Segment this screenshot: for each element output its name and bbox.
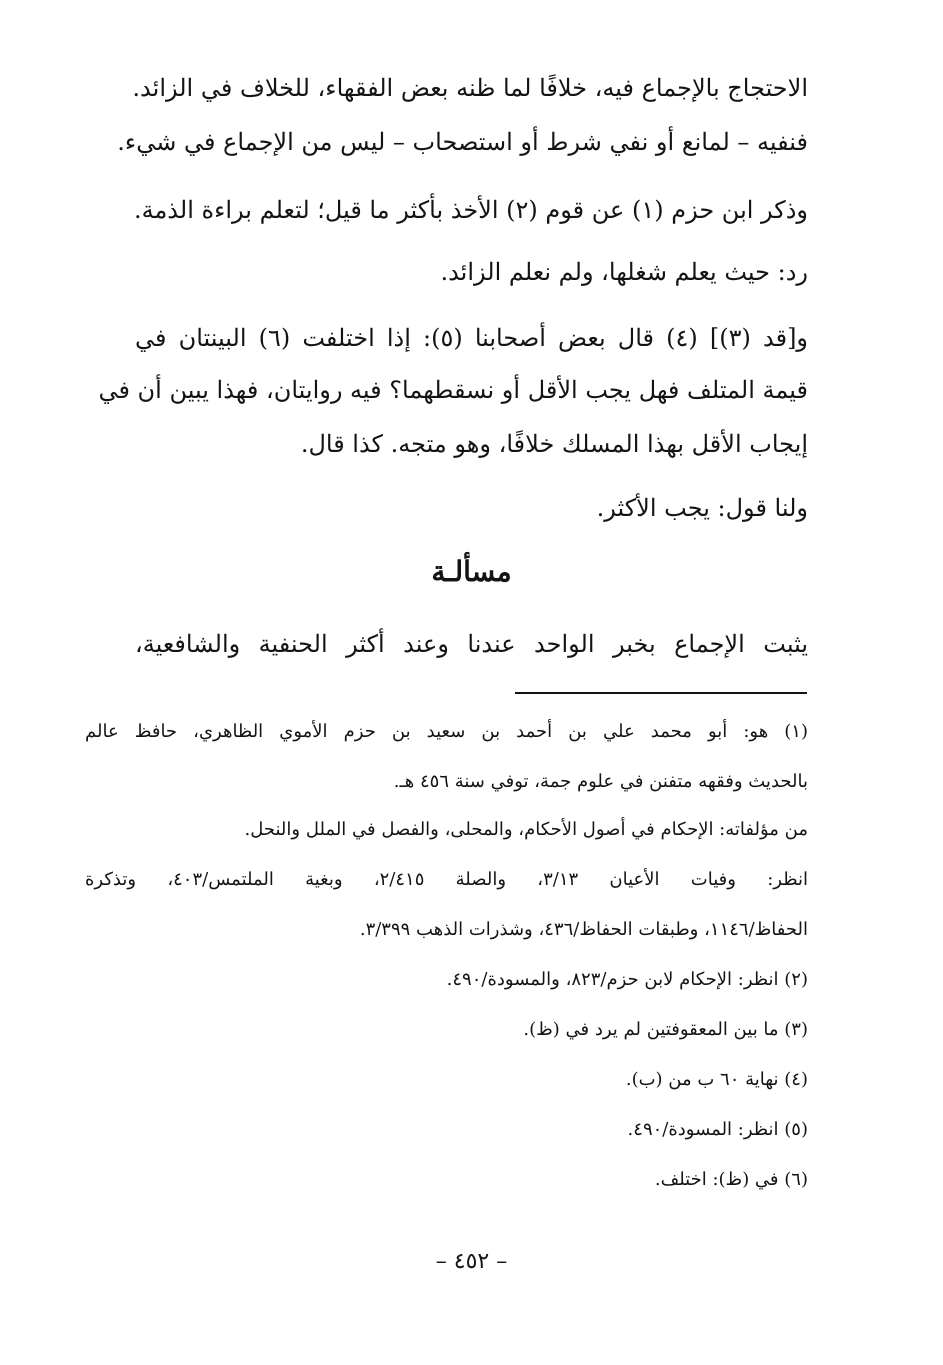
body-line-7: إيجاب الأقل بهذا المسلك خلافًا، وهو متجه. كذا قال.	[300, 430, 808, 458]
body-line-4: رد: حيث يعلم شغلها، ولم نعلم الزائد.	[440, 258, 808, 286]
footnote-separator	[515, 692, 807, 694]
body-line-2: فنفيه – لمانع أو نفي شرط أو استصحاب – ليس من الإجماع في شيء.	[117, 128, 808, 156]
body-line-3: وذكر ابن حزم (١) عن قوم (٢) الأخذ بأكثر ما قيل؛ لتعلم براءة الذمة.	[133, 196, 808, 224]
body-line-5: و[قد (٣)] (٤) قال بعض أصحابنا (٥): إذا اختلفت (٦) البينتان في	[135, 324, 809, 352]
page-number: – ٤٥٢ –	[435, 1249, 508, 1274]
body-line-9: يثبت الإجماع بخبر الواحد عندنا وعند أكثر الحنفية والشافعية،	[135, 630, 808, 658]
footnote-line-2: بالحديث وفقهه متفنن في علوم جمة، توفي سنة ٤٥٦ هـ.	[393, 771, 808, 792]
footnote-line-5: الحفاظ/١١٤٦، وطبقات الحفاظ/٤٣٦، وشذرات الذهب ٣/٣٩٩.	[359, 919, 808, 940]
footnote-line-9: (٥) انظر: المسودة/٤٩٠.	[627, 1119, 808, 1140]
footnote-line-4: انظر: وفيات الأعيان ٣/١٣، والصلة ٢/٤١٥، وبغية الملتمس/٤٠٣، وتذكرة	[85, 869, 808, 890]
section-heading: مسألـة	[431, 555, 512, 588]
body-line-1: الاحتجاج بالإجماع فيه، خلافًا لما ظنه بعض الفقهاء، للخلاف في الزائد.	[132, 74, 808, 102]
body-line-6: قيمة المتلف فهل يجب الأقل أو نسقطهما؟ فيه روايتان، فهذا يبين أن في	[98, 376, 808, 404]
footnote-line-6: (٢) انظر: الإحكام لابن حزم/٨٢٣، والمسودة/٤٩٠.	[446, 969, 808, 990]
footnote-line-3: من مؤلفاته: الإحكام في أصول الأحكام، والمحلى، والفصل في الملل والنحل.	[244, 819, 808, 840]
body-line-8: ولنا قول: يجب الأكثر.	[596, 494, 808, 522]
footnote-line-10: (٦) في (ظ): اختلف.	[654, 1169, 808, 1190]
footnote-line-8: (٤) نهاية ٦٠ ب من (ب).	[625, 1069, 808, 1090]
footnote-line-1: (١) هو: أبو محمد علي بن أحمد بن سعيد بن حزم الأموي الظاهري، حافظ عالم	[85, 721, 808, 742]
footnote-line-7: (٣) ما بين المعقوفتين لم يرد في (ظ).	[523, 1019, 808, 1040]
